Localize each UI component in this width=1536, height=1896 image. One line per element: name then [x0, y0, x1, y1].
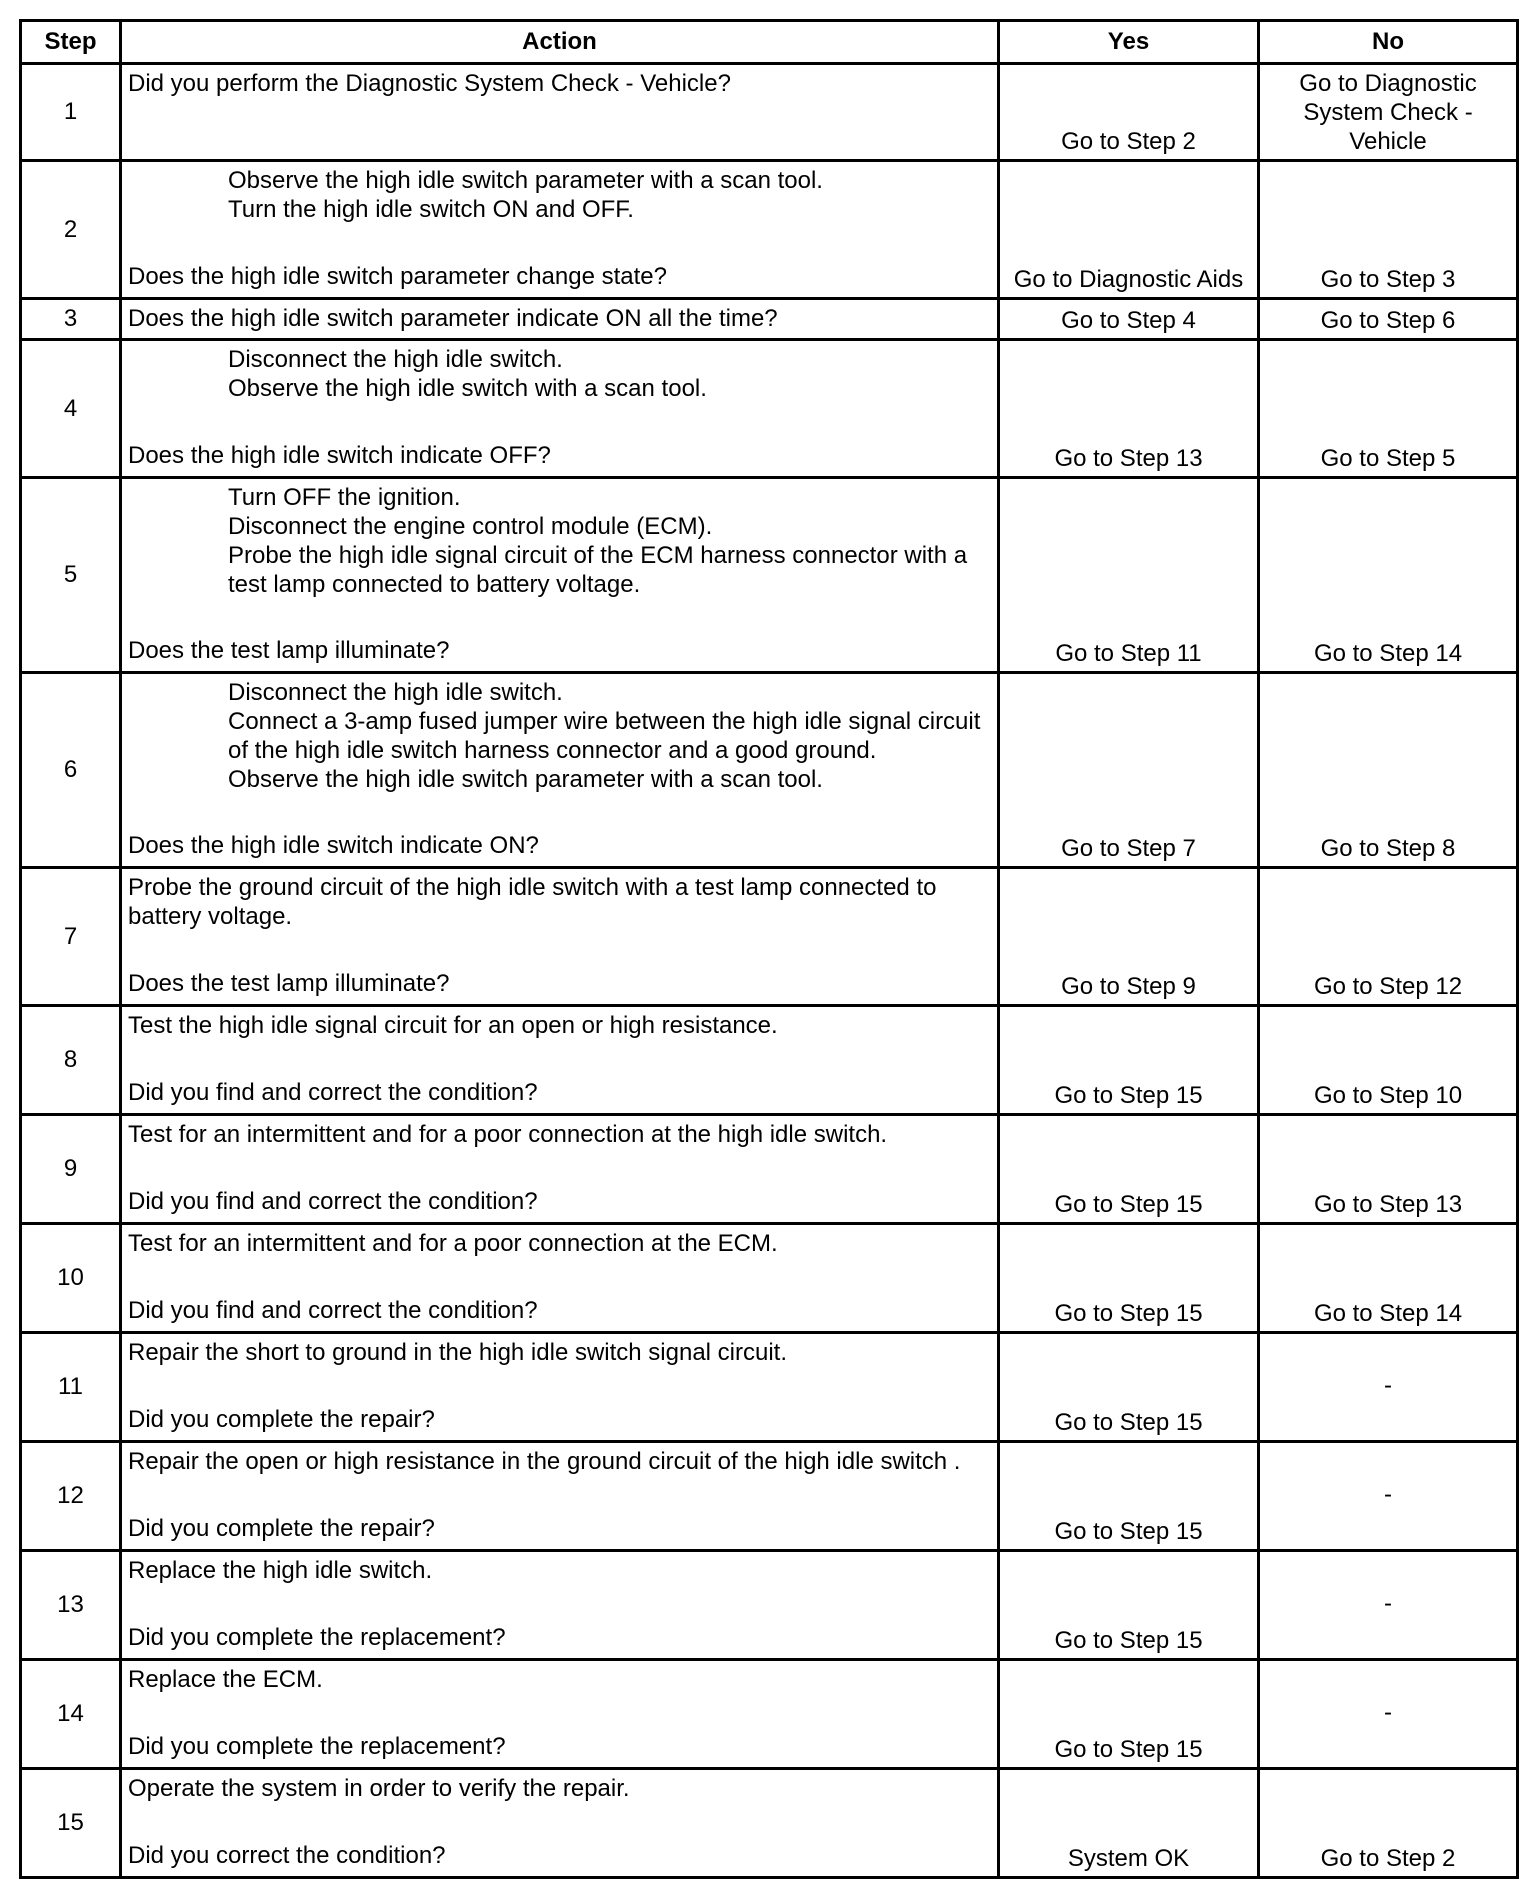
- instruction-line: Probe the high idle signal circuit of the ECM harness connector with a test lamp connected to battery voltage.: [228, 542, 968, 598]
- action-question: Does the high idle switch parameter change state?: [128, 263, 667, 290]
- yes-result: Go to Step 15: [999, 1660, 1259, 1769]
- action-question: Did you complete the replacement?: [128, 1624, 506, 1651]
- step-number: 4: [21, 340, 121, 478]
- no-result: Go to Step 14: [1259, 1224, 1518, 1333]
- instruction-line: Probe the ground circuit of the high idle switch with a test lamp connected to battery voltage.: [128, 874, 937, 930]
- action-cell: [121, 478, 999, 673]
- table-row: [21, 299, 1518, 340]
- action-instructions: [128, 1556, 991, 1585]
- action-instructions: [128, 1774, 991, 1803]
- table-row: [21, 1442, 1518, 1551]
- action-cell: [121, 673, 999, 868]
- action-question: Does the high idle switch indicate ON?: [128, 832, 539, 859]
- instruction-line: Turn the high idle switch ON and OFF.: [228, 196, 634, 223]
- action-instructions: [128, 1447, 991, 1476]
- yes-result: Go to Step 11: [999, 478, 1259, 673]
- yes-result: Go to Step 13: [999, 340, 1259, 478]
- action-instructions: [128, 483, 991, 599]
- action-question: Did you correct the condition?: [128, 1842, 446, 1869]
- no-result: Go to Step 12: [1259, 868, 1518, 1006]
- table-row: [21, 161, 1518, 299]
- action-cell: [121, 64, 999, 161]
- action-question: Does the test lamp illuminate?: [128, 637, 450, 664]
- table-row: [21, 1769, 1518, 1878]
- action-cell: [121, 161, 999, 299]
- no-result: Go to Step 14: [1259, 478, 1518, 673]
- no-result: Go to Step 13: [1259, 1115, 1518, 1224]
- no-result: Go to Step 5: [1259, 340, 1518, 478]
- step-number: 2: [21, 161, 121, 299]
- step-number: 15: [21, 1769, 121, 1878]
- instruction-line: Replace the ECM.: [128, 1666, 323, 1693]
- step-number: 6: [21, 673, 121, 868]
- instruction-line: Operate the system in order to verify the repair.: [128, 1775, 630, 1802]
- yes-result: Go to Step 9: [999, 868, 1259, 1006]
- no-result: -: [1259, 1442, 1518, 1551]
- instruction-line: Replace the high idle switch.: [128, 1557, 433, 1584]
- step-number: 7: [21, 868, 121, 1006]
- step-number: 9: [21, 1115, 121, 1224]
- table-row: [21, 478, 1518, 673]
- header-yes: Yes: [999, 21, 1259, 64]
- no-result: -: [1259, 1333, 1518, 1442]
- action-cell: [121, 1442, 999, 1551]
- step-number: 11: [21, 1333, 121, 1442]
- action-question: Does the high idle switch indicate OFF?: [128, 442, 551, 469]
- yes-result: Go to Step 15: [999, 1224, 1259, 1333]
- step-number: 14: [21, 1660, 121, 1769]
- action-question: Did you complete the replacement?: [128, 1733, 506, 1760]
- action-question: Does the high idle switch parameter indicate ON all the time?: [128, 305, 778, 332]
- action-instructions: [128, 69, 991, 98]
- yes-result: Go to Diagnostic Aids: [999, 161, 1259, 299]
- action-question: Does the test lamp illuminate?: [128, 970, 450, 997]
- instruction-line: Did you perform the Diagnostic System Check - Vehicle?: [128, 70, 731, 97]
- no-result: Go to Step 8: [1259, 673, 1518, 868]
- no-result: -: [1259, 1660, 1518, 1769]
- header-row: [21, 21, 1518, 64]
- yes-result: Go to Step 15: [999, 1006, 1259, 1115]
- instruction-line: Repair the short to ground in the high idle switch signal circuit.: [128, 1339, 788, 1366]
- no-result: -: [1259, 1551, 1518, 1660]
- action-question: Did you find and correct the condition?: [128, 1297, 538, 1324]
- instruction-line: Test the high idle signal circuit for an open or high resistance.: [128, 1012, 778, 1039]
- yes-result: Go to Step 4: [999, 299, 1259, 340]
- instruction-line: Test for an intermittent and for a poor connection at the high idle switch.: [128, 1121, 888, 1148]
- header-no: No: [1259, 21, 1518, 64]
- yes-result: Go to Step 15: [999, 1333, 1259, 1442]
- action-cell: [121, 299, 999, 340]
- action-instructions: [128, 1120, 991, 1149]
- instruction-line: Observe the high idle switch with a scan tool.: [228, 375, 707, 402]
- action-instructions: [128, 873, 991, 931]
- action-cell: [121, 1551, 999, 1660]
- instruction-line: Disconnect the high idle switch.: [228, 679, 563, 706]
- table-row: [21, 340, 1518, 478]
- action-cell: [121, 868, 999, 1006]
- action-instructions: [128, 166, 991, 224]
- action-instructions: [128, 1338, 991, 1367]
- action-cell: [121, 1333, 999, 1442]
- instruction-line: Disconnect the high idle switch.: [228, 346, 563, 373]
- no-result: Go to Step 3: [1259, 161, 1518, 299]
- yes-result: Go to Step 2: [999, 64, 1259, 161]
- instruction-line: Turn OFF the ignition.: [228, 484, 461, 511]
- yes-result: Go to Step 7: [999, 673, 1259, 868]
- step-number: 10: [21, 1224, 121, 1333]
- step-number: 1: [21, 64, 121, 161]
- yes-result: System OK: [999, 1769, 1259, 1878]
- action-cell: [121, 340, 999, 478]
- step-number: 8: [21, 1006, 121, 1115]
- instruction-line: Disconnect the engine control module (ECM).: [228, 513, 713, 540]
- table-row: [21, 64, 1518, 161]
- table-row: [21, 1551, 1518, 1660]
- action-instructions: [128, 678, 991, 794]
- action-cell: [121, 1224, 999, 1333]
- action-instructions: [128, 345, 991, 403]
- action-question: Did you find and correct the condition?: [128, 1188, 538, 1215]
- table-row: [21, 868, 1518, 1006]
- no-result: Go to Step 2: [1259, 1769, 1518, 1878]
- action-instructions: [128, 1011, 991, 1040]
- table-row: [21, 1224, 1518, 1333]
- action-cell: [121, 1006, 999, 1115]
- instruction-line: Repair the open or high resistance in the ground circuit of the high idle switch .: [128, 1448, 961, 1475]
- step-number: 5: [21, 478, 121, 673]
- yes-result: Go to Step 15: [999, 1442, 1259, 1551]
- action-question: Did you find and correct the condition?: [128, 1079, 538, 1106]
- action-question: Did you complete the repair?: [128, 1406, 435, 1433]
- action-cell: [121, 1115, 999, 1224]
- no-result: Go to Step 6: [1259, 299, 1518, 340]
- diagnostic-table: [19, 19, 1519, 1879]
- yes-result: Go to Step 15: [999, 1551, 1259, 1660]
- no-result: Go to Diagnostic System Check - Vehicle: [1259, 64, 1518, 161]
- action-cell: [121, 1660, 999, 1769]
- action-cell: [121, 1769, 999, 1878]
- table-row: [21, 1115, 1518, 1224]
- no-result: Go to Step 10: [1259, 1006, 1518, 1115]
- instruction-line: Observe the high idle switch parameter with a scan tool.: [228, 167, 823, 194]
- step-number: 12: [21, 1442, 121, 1551]
- table-row: [21, 1660, 1518, 1769]
- action-question: Did you complete the repair?: [128, 1515, 435, 1542]
- step-number: 3: [21, 299, 121, 340]
- table-row: [21, 673, 1518, 868]
- yes-result: Go to Step 15: [999, 1115, 1259, 1224]
- instruction-line: Connect a 3-amp fused jumper wire between the high idle signal circuit of the high idle switch harness connector and a good ground.: [228, 708, 981, 764]
- table-row: [21, 1006, 1518, 1115]
- header-action: Action: [121, 21, 999, 64]
- table-body: [21, 64, 1518, 1878]
- header-step: Step: [21, 21, 121, 64]
- instruction-line: Observe the high idle switch parameter with a scan tool.: [228, 766, 823, 793]
- instruction-line: Test for an intermittent and for a poor connection at the ECM.: [128, 1230, 778, 1257]
- action-instructions: [128, 1229, 991, 1258]
- action-instructions: [128, 1665, 991, 1694]
- table-row: [21, 1333, 1518, 1442]
- step-number: 13: [21, 1551, 121, 1660]
